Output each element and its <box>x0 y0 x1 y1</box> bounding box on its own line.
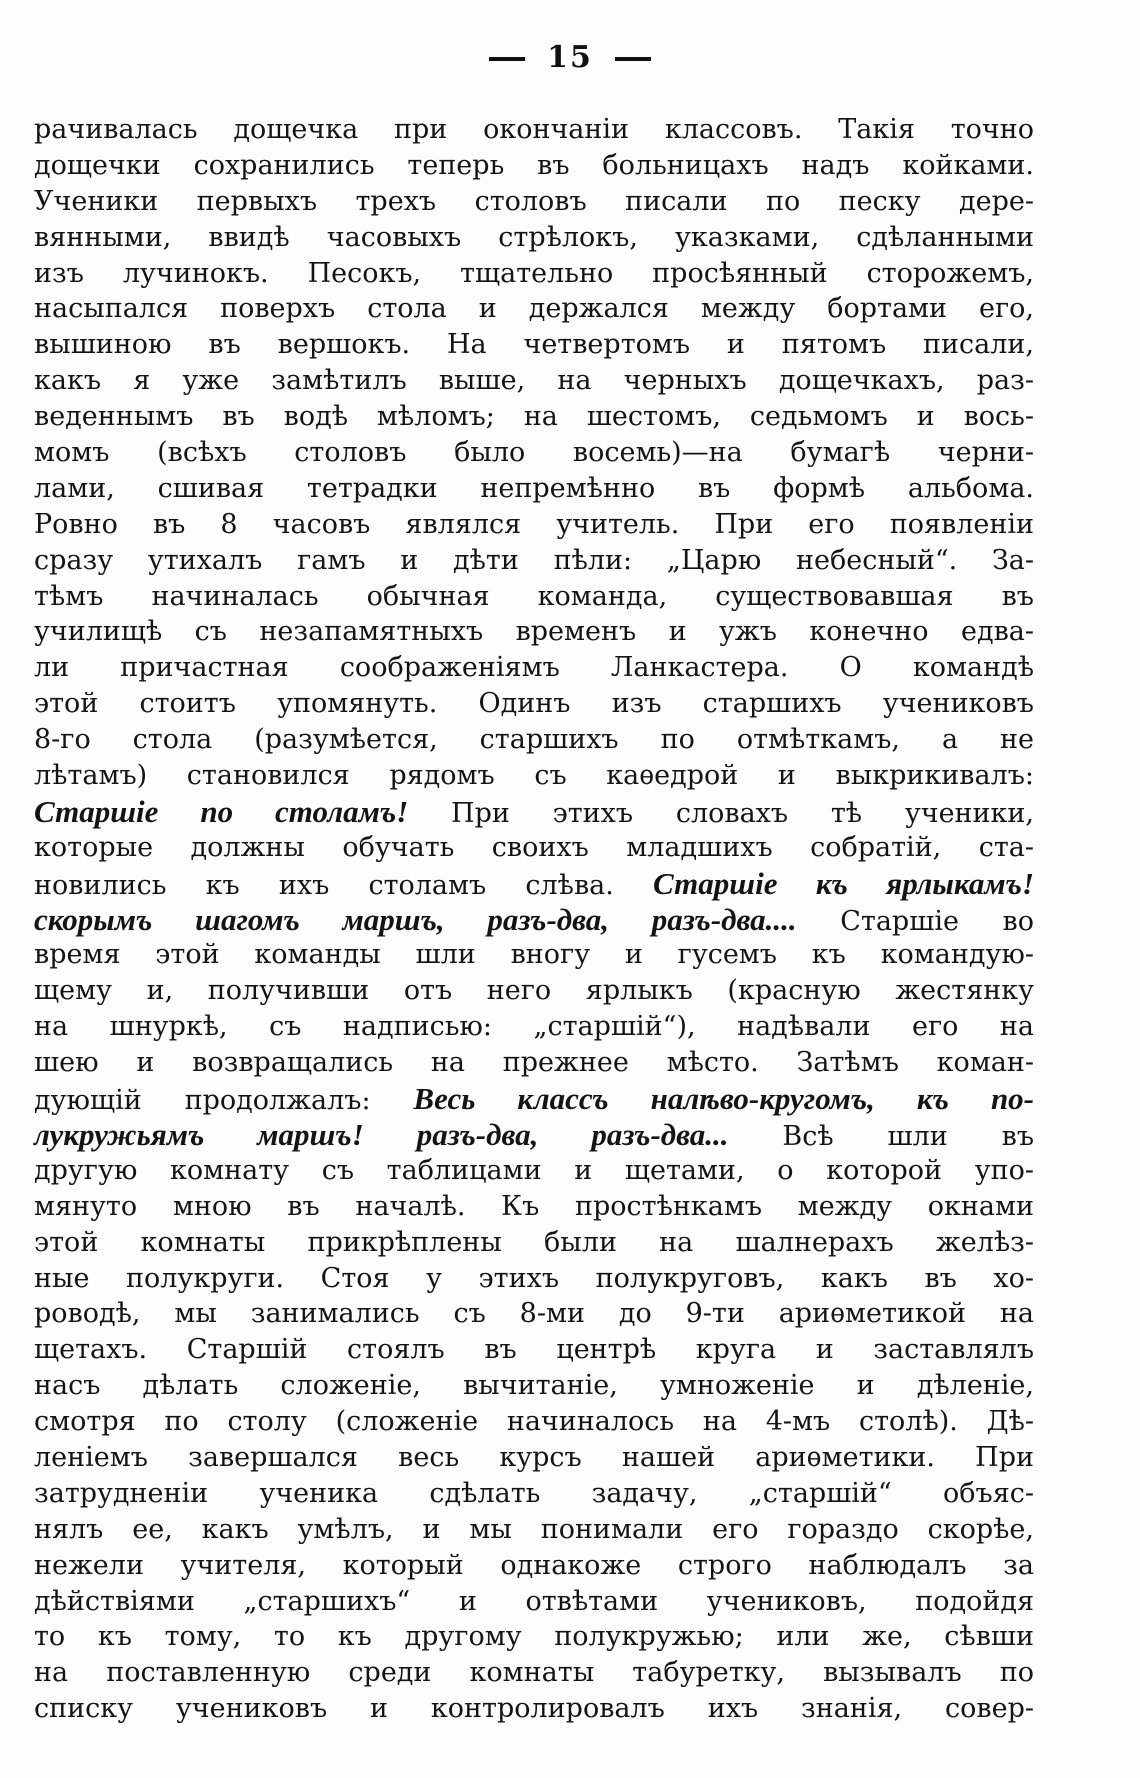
text-segment: ли причастная соображеніямъ Ланкастера. О командѣ <box>34 652 1034 684</box>
text-segment: на поставленную среди комнаты табуретку, вызывалъ по <box>34 1657 1034 1689</box>
text-segment: дующій продолжалъ: <box>34 1085 414 1117</box>
text-line <box>34 794 1034 830</box>
text-line <box>34 291 1034 327</box>
text-line <box>34 1476 1034 1512</box>
text-line <box>34 579 1034 615</box>
text-line <box>34 830 1034 866</box>
text-line <box>34 866 1034 902</box>
italic-segment: Старшіе къ ярлыкамъ! <box>653 865 1035 901</box>
page-text <box>34 112 1034 1727</box>
text-line <box>34 1261 1034 1297</box>
text-segment: списку учениковъ и контролировалъ ихъ знанія, совер- <box>34 1693 1034 1725</box>
text-segment: Ровно въ 8 часовъ являлся учитель. При его появленіи <box>34 508 1034 540</box>
text-segment: При этихъ словахъ тѣ ученики, <box>408 797 1034 829</box>
text-segment: щетахъ. Старшій стоялъ въ центрѣ круга и заставлялъ <box>34 1334 1034 1366</box>
text-line <box>34 1153 1034 1189</box>
text-line <box>34 1368 1034 1404</box>
text-line <box>34 363 1034 399</box>
text-segment: этой комнаты прикрѣплены были на шалнерахъ желѣз- <box>34 1226 1034 1258</box>
text-segment: время этой команды шли вногу и гусемъ къ командую- <box>34 939 1034 971</box>
text-segment: дѣйствіями „старшихъ“ и отвѣтами учениковъ, подойдя <box>34 1585 1034 1617</box>
text-segment: шею и возвращались на прежнее мѣсто. Затѣмъ коман- <box>34 1047 1034 1079</box>
text-line <box>34 1440 1034 1476</box>
text-line <box>34 614 1034 650</box>
text-segment: сразу утихалъ гамъ и дѣти пѣли: „Царю небесный“. За- <box>34 544 1034 576</box>
text-line <box>34 1296 1034 1332</box>
text-line <box>34 1512 1034 1548</box>
text-line <box>34 256 1034 292</box>
text-line <box>34 507 1034 543</box>
text-segment: дощечки сохранились теперь въ больницахъ надъ койками. <box>34 149 1034 181</box>
text-line <box>34 1009 1034 1045</box>
text-line <box>34 1189 1034 1225</box>
text-segment: насъ дѣлать сложеніе, вычитаніе, умноженіе и дѣленіе, <box>34 1370 1034 1402</box>
text-line <box>34 543 1034 579</box>
header-dash-right <box>615 57 651 61</box>
italic-segment: лукружьямъ маршъ! разъ-два, разъ-два... <box>34 1116 729 1152</box>
text-line <box>34 1691 1034 1727</box>
text-segment: мянуто мною въ началѣ. Къ простѣнкамъ между окнами <box>34 1190 1034 1222</box>
text-segment: вянными, ввидѣ часовыхъ стрѣлокъ, указками, сдѣланными <box>34 221 1034 253</box>
text-segment: рачивалась дощечка при окончаніи классовъ. Такія точно <box>34 114 1034 145</box>
italic-segment: скорымъ шагомъ маршъ, разъ-два, разъ-два.... <box>34 901 797 937</box>
text-segment: роводѣ, мы занимались съ 8-ми до 9-ти ариѳметикой на <box>34 1298 1034 1330</box>
text-segment: Ученики первыхъ трехъ столовъ писали по песку дере- <box>34 185 1034 217</box>
text-segment: момъ (всѣхъ столовъ было восемь)—на бумагѣ черни- <box>34 437 1034 469</box>
text-line <box>34 973 1034 1009</box>
text-segment: новились къ ихъ столамъ слѣва. <box>34 869 654 901</box>
italic-segment: Весь классъ налѣво-кругомъ, къ по- <box>413 1081 1035 1117</box>
text-segment: которые должны обучать своихъ младшихъ собратій, ста- <box>34 831 1034 863</box>
text-segment: смотря по столу (сложеніе начиналось на 4-мъ столѣ). Дѣ- <box>34 1406 1034 1438</box>
text-line <box>34 650 1034 686</box>
text-segment: лами, сшивая тетрадки непремѣнно въ формѣ альбома. <box>34 472 1034 504</box>
text-segment: изъ лучинокъ. Песокъ, тщательно просѣянный сторожемъ, <box>34 257 1034 289</box>
text-line <box>34 937 1034 973</box>
text-segment: этой стоитъ упомянуть. Одинъ изъ старшихъ учениковъ <box>34 688 1034 720</box>
text-line <box>34 1655 1034 1691</box>
text-segment: 8-го стола (разумѣется, старшихъ по отмѣткамъ, а не <box>34 724 1034 756</box>
text-line <box>34 1225 1034 1261</box>
text-segment: леніемъ завершался весь курсъ нашей ариѳметики. При <box>34 1441 1034 1473</box>
text-segment: веденнымъ въ водѣ мѣломъ; на шестомъ, седьмомъ и вось- <box>34 401 1034 433</box>
text-segment: насыпался поверхъ стола и держался между бортами его, <box>34 293 1034 325</box>
text-line <box>34 902 1034 938</box>
text-segment: щему и, получивши отъ него ярлыкъ (красную жестянку <box>34 975 1034 1007</box>
text-segment: нялъ ее, какъ умѣлъ, и мы понимали его гораздо скорѣе, <box>34 1513 1034 1545</box>
text-line <box>34 471 1034 507</box>
text-line <box>34 220 1034 256</box>
text-line <box>34 435 1034 471</box>
text-segment: то къ тому, то къ другому полукружью; или же, сѣвши <box>34 1621 1034 1653</box>
text-line <box>34 1332 1034 1368</box>
text-line <box>34 1404 1034 1440</box>
text-line <box>34 1584 1034 1620</box>
text-line <box>34 758 1034 794</box>
text-line <box>34 184 1034 220</box>
text-line <box>34 112 1034 148</box>
page-header <box>0 40 1140 75</box>
text-line <box>34 399 1034 435</box>
text-line <box>34 1117 1034 1153</box>
text-line <box>34 722 1034 758</box>
header-dash-left <box>489 57 525 61</box>
text-segment: нежели учителя, который однакоже строго наблюдалъ за <box>34 1549 1034 1581</box>
text-segment: Всѣ шли въ <box>728 1120 1035 1152</box>
text-segment: затрудненіи ученика сдѣлать задачу, „старшій“ объяс- <box>34 1477 1034 1509</box>
page-number: 15 <box>547 40 593 75</box>
text-line <box>34 686 1034 722</box>
text-segment: лѣтамъ) становился рядомъ съ каѳедрой и выкрикивалъ: <box>34 760 1034 792</box>
text-segment: другую комнату съ таблицами и щетами, о которой упо- <box>34 1154 1034 1186</box>
text-line <box>34 327 1034 363</box>
text-segment: ные полукруги. Стоя у этихъ полукруговъ, какъ въ хо- <box>34 1262 1034 1294</box>
text-line <box>34 1619 1034 1655</box>
text-segment: на шнуркѣ, съ надписью: „старшій“), надѣвали его на <box>34 1011 1034 1043</box>
text-line <box>34 1081 1034 1117</box>
text-segment: Старшіе во <box>796 905 1034 937</box>
text-segment: училищѣ съ незапамятныхъ временъ и ужъ конечно едва- <box>34 616 1034 648</box>
text-line <box>34 1045 1034 1081</box>
text-segment: вышиною въ вершокъ. На четвертомъ и пятомъ писали, <box>34 329 1034 361</box>
italic-segment: Старшіе по столамъ! <box>34 793 409 829</box>
text-segment: тѣмъ начиналась обычная команда, существовавшая въ <box>34 580 1034 612</box>
text-segment: какъ я уже замѣтилъ выше, на черныхъ дощечкахъ, раз- <box>34 365 1034 397</box>
text-line <box>34 148 1034 184</box>
text-line <box>34 1548 1034 1584</box>
